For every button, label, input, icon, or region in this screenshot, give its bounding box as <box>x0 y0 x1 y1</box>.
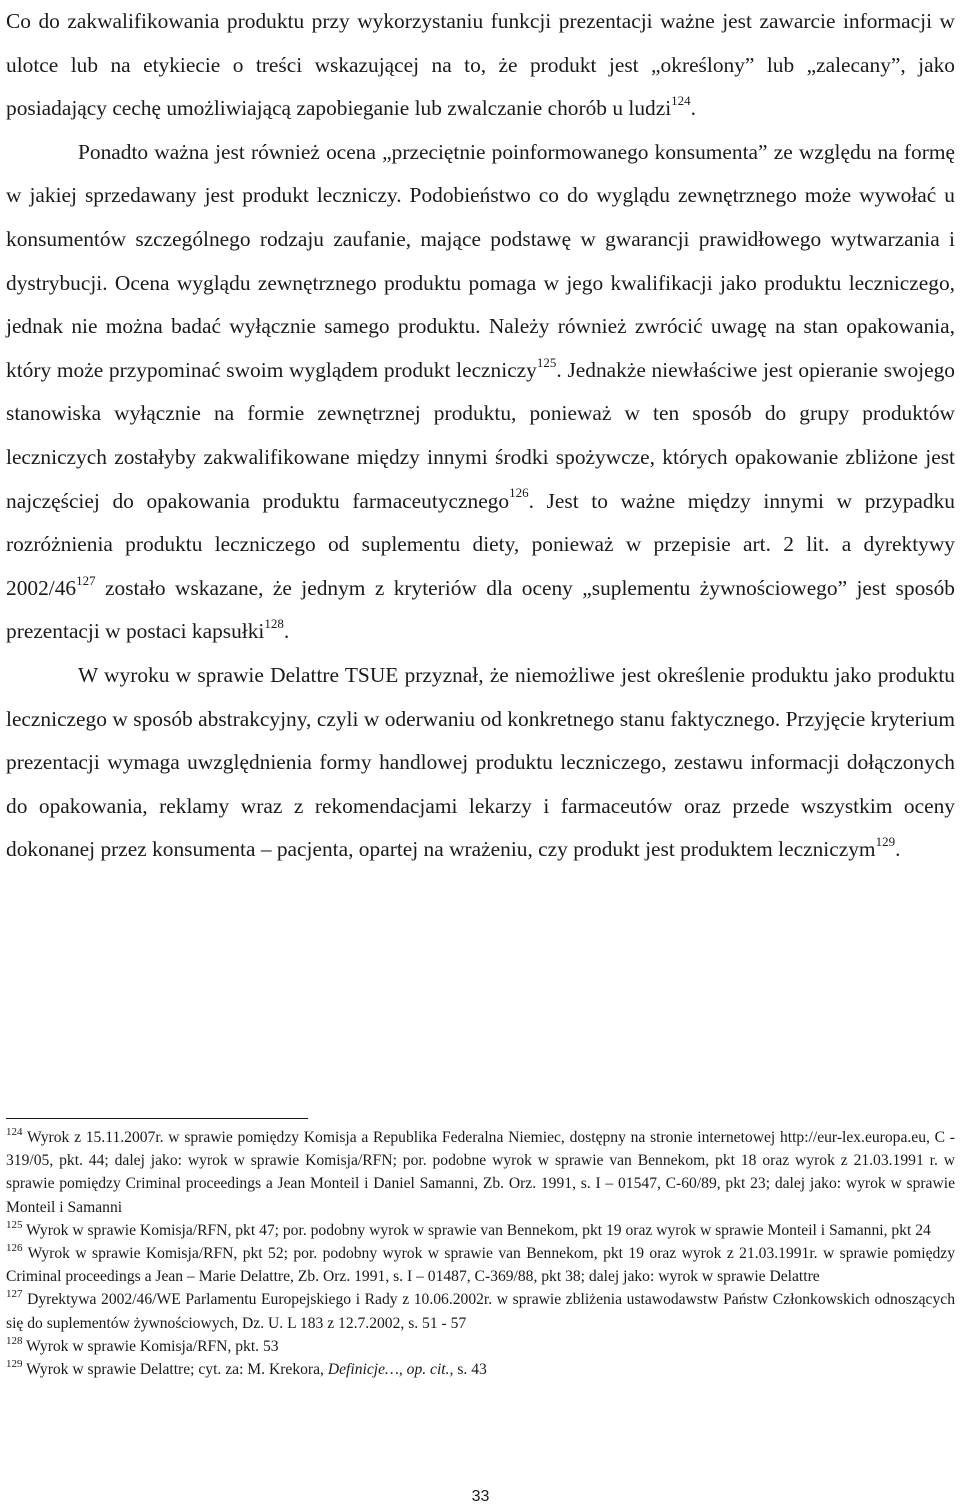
text-run: Ponadto ważna jest również ocena „przeciętnie poinformowanego konsumenta” ze względu na formę w jakiej sprzedawany jest produkt leczniczy. Podobieństwo co do wyglądu zewnętrznego może wywołać u konsumentów szczególnego rodzaju zaufanie, mające podstawę w gwarancji prawidłowego wytwarzania i dystrybucji. Ocena wyglądu zewnętrznego produktu pomaga w jego kwalifikacji jako produktu leczniczego, jednak nie można badać wyłącznie samego produktu. Należy również zwrócić uwagę na stan opakowania, który może przypominać swoim wyglądem produkt leczniczy <box>6 139 955 382</box>
footnote-number: 126 <box>6 1241 23 1254</box>
footnote-number: 128 <box>6 1334 23 1347</box>
footnote-text: s. 43 <box>453 1361 487 1379</box>
footnote-number: 124 <box>6 1125 23 1138</box>
paragraph-3 <box>6 654 955 872</box>
footnote-129 <box>6 1358 955 1381</box>
footnote-127 <box>6 1288 955 1334</box>
text-run: W wyroku w sprawie Delattre TSUE przyznał, że niemożliwe jest określenie produktu jako produktu leczniczego w sposób abstrakcyjny, czyli w oderwaniu od konkretnego stanu faktycznego. Przyjęcie kryterium prezentacji wymaga uwzględnienia formy handlowej produktu leczniczego, zestawu informacji dołączonych do opakowania, reklamy wraz z rekomendacjami lekarzy i farmaceutów oraz przede wszystkim oceny dokonanej przez konsumenta – pacjenta, opartej na wrażeniu, czy produkt jest produktem leczniczym <box>6 662 955 862</box>
footnote-126 <box>6 1242 955 1288</box>
text-run: . <box>895 837 901 862</box>
footnote-125 <box>6 1219 955 1242</box>
footnotes <box>6 1126 955 1381</box>
footnote-text: Wyrok w sprawie Komisja/RFN, pkt 52; por. podobny wyrok w sprawie van Bennekom, pkt 19 oraz wyrok z 21.03.1991r. w sprawie pomiędzy Criminal proceedings a Jean – Marie Delattre, Zb. Orz. 1991, s. I – 01487, C-369/88, pkt 38; dalej jako: wyrok w sprawie Delattre <box>6 1245 955 1286</box>
footnote-italic-title: Definicje…, op. cit., <box>327 1361 454 1379</box>
text-run: . <box>690 96 697 121</box>
paragraph-1 <box>6 0 955 131</box>
footnote-124 <box>6 1126 955 1219</box>
footnote-number: 129 <box>6 1357 23 1370</box>
footnote-text: Wyrok w sprawie Komisja/RFN, pkt 47; por. podobny wyrok w sprawie van Bennekom, pkt 19 oraz wyrok w sprawie Monteil i Samanni, pkt 24 <box>22 1221 931 1239</box>
text-run: . Jest to ważne między innymi w przypadku rozróżnienia produktu leczniczego od suplementu diety, ponieważ w przepisie art. 2 lit. a dyrektywy 2002/46 <box>6 488 955 600</box>
text-run: . Jednakże niewłaściwe jest opieranie swojego stanowiska wyłącznie na formie zewnętrznej produktu, ponieważ w ten sposób do grupy produktów leczniczych zostałyby zakwalifikowane między innymi środki spożywcze, których opakowanie zbliżone jest najczęściej do opakowania produktu farmaceutycznego <box>6 357 955 513</box>
footnote-number: 125 <box>6 1218 23 1231</box>
paragraph-2 <box>6 131 955 654</box>
footnote-ref-124[interactable]: 124 <box>671 93 691 109</box>
footnote-number: 127 <box>6 1288 23 1301</box>
footnote-ref-129[interactable]: 129 <box>875 834 896 850</box>
footnote-text: Wyrok z 15.11.2007r. w sprawie pomiędzy Komisja a Republika Federalna Niemiec, dostępny na stronie internetowej http://eur-lex.europa.eu, C - 319/05, pkt. 44; dalej jako: wyrok w sprawie Komisja/RFN; por. podobne wyrok w sprawie van Bennekom, pkt 18 oraz wyrok z 21.03.1991 r. w sprawie pomiędzy Criminal proceedings a Jean Monteil i Daniel Samanni, Zb. Orz. 1991, s. I – 01547, C-60/89, pkt 23; dalej jako: wyrok w sprawie Monteil i Samanni <box>6 1129 955 1216</box>
footnote-separator <box>6 1118 308 1119</box>
footnote-ref-126[interactable]: 126 <box>509 485 529 501</box>
footnote-ref-127[interactable]: 127 <box>76 572 96 588</box>
footnote-text: Dyrektywa 2002/46/WE Parlamentu Europejskiego i Rady z 10.06.2002r. w sprawie zbliżenia ustawodawstw Państw Członkowskich odnoszących się do suplementów żywnościowych, Dz. U. L 183 z 12.7.2002, s. 51 - 57 <box>6 1291 955 1332</box>
text-run: Co do zakwalifikowania produktu przy wykorzystaniu funkcji prezentacji ważne jest zawarcie informacji w ulotce lub na etykiecie o treści wskazującej na to, że produkt jest „określony” lub „zalecany”, jako posiadający cechę umożliwiającą zapobieganie lub zwalczanie chorób u ludzi <box>6 9 955 121</box>
body-text <box>6 0 955 872</box>
footnote-text: Wyrok w sprawie Komisja/RFN, pkt. 53 <box>22 1337 279 1355</box>
footnote-128 <box>6 1335 955 1358</box>
footnote-text: Wyrok w sprawie Delattre; cyt. za: M. Krekora, <box>22 1361 328 1379</box>
footnote-ref-128[interactable]: 128 <box>264 616 284 632</box>
document-page <box>6 0 955 1505</box>
footnote-ref-125[interactable]: 125 <box>536 354 557 370</box>
page-number: 33 <box>471 1488 490 1505</box>
text-run: zostało wskazane, że jednym z kryteriów dla oceny „suplementu żywnościowego” jest sposób prezentacji w postaci kapsułki <box>6 575 955 644</box>
text-run: . <box>283 619 290 644</box>
